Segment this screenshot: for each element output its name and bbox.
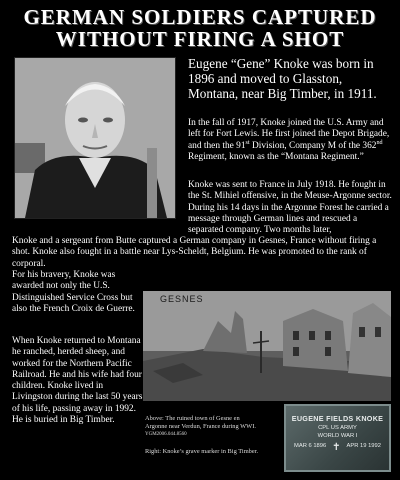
marker-name: EUGENE FIELDS KNOKE bbox=[291, 414, 384, 423]
page-title bbox=[0, 6, 400, 50]
photo-source: YGM2006.044.8560 bbox=[145, 432, 187, 438]
later-life-paragraph: When Knoke returned to Montana he ranched, herded sheep, and worked for the Northern Pacific Railroad. He and his wife had four children. Knoke lived in Livingston during the last 50 years of his life, passing away in 1992. He is buried in Big Timber. bbox=[12, 336, 143, 426]
gesnes-ruins-photo bbox=[143, 291, 391, 401]
ruins-illustration bbox=[143, 291, 391, 401]
title-line-1: GERMAN SOLDIERS CAPTURED bbox=[23, 5, 377, 29]
marker-war: WORLD WAR I bbox=[317, 433, 358, 439]
enlistment-paragraph: In the fall of 1917, Knoke joined the U.S. Army and left for Fort Lewis. He first joined the Depot Brigade, and then the 91st Division, Company M of the 362nd Regiment, known as the “Montana Regiment.” bbox=[188, 118, 390, 162]
lead-paragraph: Eugene “Gene” Knoke was born in 1896 and moved to Glasston, Montana, near Big Timber, in 1911. bbox=[188, 56, 377, 102]
marker-died: APR 19 1992 bbox=[346, 443, 381, 449]
grave-marker-photo bbox=[284, 404, 391, 472]
portrait-illustration bbox=[15, 58, 175, 218]
cross-icon: ✝ bbox=[332, 442, 341, 453]
marker-rank: CPL US ARMY bbox=[318, 425, 357, 431]
bravery-paragraph: For his bravery, Knoke was awarded not only the U.S. Distinguished Service Cross but also the French Croix de Guerre. bbox=[12, 270, 135, 314]
photo-label: GESNES bbox=[160, 294, 204, 304]
title-line-2: WITHOUT FIRING A SHOT bbox=[55, 27, 345, 51]
marker-caption: Right: Knoke’s grave marker in Big Timber. bbox=[145, 448, 259, 455]
ruins-caption: Above: The ruined town of Gesne en Argonne near Verdun, France during WWI. YGM2006.044.8560 bbox=[145, 415, 256, 438]
marker-born: MAR 6 1896 bbox=[294, 443, 327, 449]
france-paragraph: Knoke was sent to France in July 1918. He fought in the St. Mihiel offensive, in the Meuse-Argonne sector. During his 14 days in the Argonne Forest he carried a message through German lines and rescued a separated company. Two months later, bbox=[188, 180, 392, 236]
marker-dates bbox=[286, 443, 389, 453]
capture-paragraph: Knoke and a sergeant from Butte captured a German company in Gesnes, France without firing a shot. Knoke also fought in a battle near Lys-Scheldt, Belgium. He was promoted to the rank of corporal. bbox=[12, 236, 377, 269]
portrait-photo bbox=[14, 57, 176, 219]
